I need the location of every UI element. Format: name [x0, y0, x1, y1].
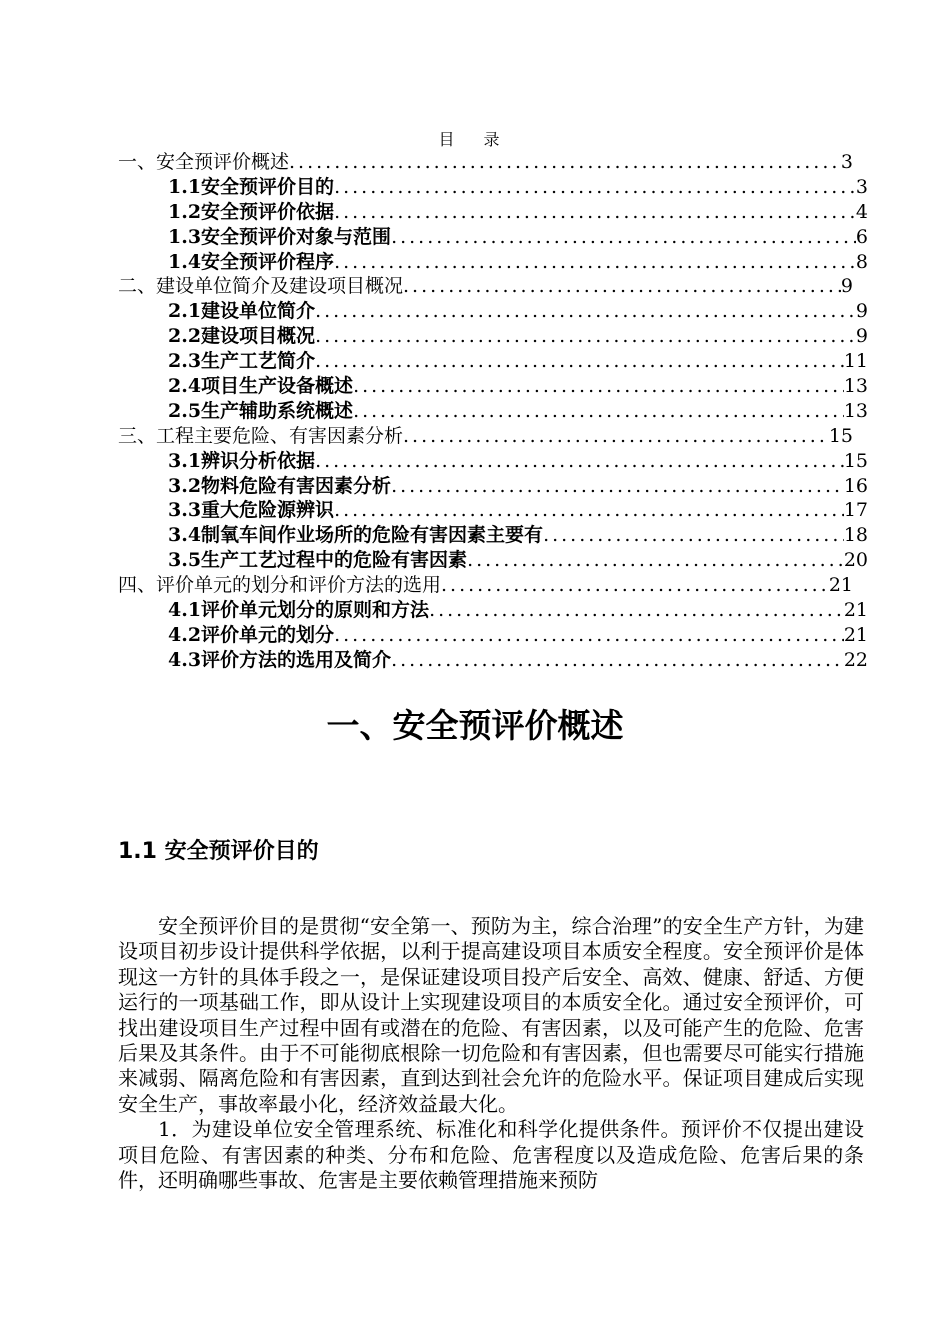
table-of-contents — [118, 150, 868, 673]
toc-entry-page: 21 — [843, 599, 868, 622]
toc-entry-page: 15 — [828, 424, 853, 447]
toc-entry[interactable] — [118, 200, 868, 225]
toc-entry-page: 15 — [843, 449, 868, 472]
toc-entry-label: 3.3重大危险源辨识 — [168, 499, 335, 522]
toc-leader-dots — [403, 274, 841, 299]
toc-entry[interactable] — [118, 225, 868, 250]
toc-leader-dots — [429, 598, 844, 623]
toc-entry-label: 3.5生产工艺过程中的危险有害因素 — [168, 549, 468, 572]
paragraph: 安全预评价目的是贯彻“安全第一、预防为主，综合治理”的安全生产方针，为建设项目初步设计提供科学依据，以利于提高建设项目本质安全程度。安全预评价是体现这一方针的具体手段之一，是保证建设项目投产后安全、高效、健康、舒适、方便运行的一项基础工作，即从设计上实现建设项目的本质安全化。通过安全预评价，可找出建设项目生产过程中固有或潜在的危险、有害因素，以及可能产生的危险、危害后果及其条件。由于不可能彻底根除一切危险和有害因素，但也需要尽可能实行措施来减弱、隔离危险和有害因素，直到达到社会允许的危险水平。保证项目建成后实现安全生产，事故率最小化，经济效益最大化。 — [118, 914, 864, 1116]
toc-entry[interactable] — [118, 424, 853, 449]
toc-entry-label: 2.4项目生产设备概述 — [168, 375, 354, 398]
toc-entry[interactable] — [118, 598, 868, 623]
toc-entry-page: 18 — [843, 524, 868, 547]
toc-leader-dots — [315, 299, 856, 324]
toc-leader-dots — [289, 150, 841, 175]
toc-entry-page: 9 — [855, 300, 868, 323]
toc-leader-dots — [467, 548, 844, 573]
toc-entry-page: 13 — [843, 399, 868, 422]
toc-title: 目 录 — [438, 130, 512, 149]
toc-entry-page: 21 — [843, 623, 868, 646]
toc-entry[interactable] — [118, 324, 868, 349]
toc-entry-label: 4.3评价方法的选用及简介 — [168, 648, 392, 671]
toc-leader-dots — [315, 349, 844, 374]
toc-leader-dots — [334, 200, 856, 225]
toc-leader-dots — [391, 225, 856, 250]
toc-entry[interactable] — [118, 274, 853, 299]
toc-entry-label: 1.2安全预评价依据 — [168, 200, 335, 223]
toc-entry[interactable] — [118, 374, 868, 399]
toc-entry[interactable] — [118, 299, 868, 324]
toc-entry[interactable] — [118, 648, 868, 673]
paragraph: 1．为建设单位安全管理系统、标准化和科学化提供条件。预评价不仅提出建设项目危险、有害因素的种类、分布和危险、危害程度以及造成危险、危害后果的条件，还明确哪些事故、危害是主要依赖管理措施来预防 — [118, 1117, 864, 1193]
section-heading: 一、安全预评价概述 — [326, 706, 624, 745]
toc-entry-label: 4.1评价单元划分的原则和方法 — [168, 599, 430, 622]
toc-entry-label: 1.3安全预评价对象与范围 — [168, 225, 392, 248]
toc-entry-page: 16 — [843, 474, 868, 497]
toc-entry-page: 4 — [855, 200, 868, 223]
toc-leader-dots — [315, 324, 856, 349]
toc-entry-label: 1.1安全预评价目的 — [168, 175, 335, 198]
toc-leader-dots — [391, 474, 844, 499]
toc-entry-page: 21 — [828, 574, 853, 597]
toc-entry[interactable] — [118, 523, 868, 548]
body-text — [118, 914, 864, 1193]
toc-leader-dots — [334, 175, 856, 200]
toc-entry[interactable] — [118, 498, 868, 523]
toc-entry-label: 2.3生产工艺简介 — [168, 350, 316, 373]
toc-entry-page: 17 — [843, 499, 868, 522]
toc-entry-page: 3 — [840, 151, 853, 173]
toc-leader-dots — [403, 424, 829, 449]
toc-entry[interactable] — [118, 548, 868, 573]
toc-entry-label: 3.2物料危险有害因素分析 — [168, 474, 392, 497]
toc-entry-page: 8 — [855, 250, 868, 273]
toc-entry-page: 20 — [843, 549, 868, 572]
toc-entry-page: 13 — [843, 375, 868, 398]
toc-entry-label: 四、评价单元的划分和评价方法的选用 — [118, 574, 442, 597]
toc-entry[interactable] — [118, 474, 868, 499]
toc-entry-label: 1.4安全预评价程序 — [168, 250, 335, 273]
toc-entry-label: 二、建设单位简介及建设项目概况 — [118, 275, 404, 298]
toc-entry-page: 11 — [843, 350, 868, 373]
toc-entry-page: 3 — [855, 175, 868, 198]
toc-leader-dots — [391, 648, 844, 673]
toc-entry-page: 9 — [855, 325, 868, 348]
toc-entry[interactable] — [118, 175, 868, 200]
toc-entry-page: 6 — [855, 225, 868, 248]
toc-leader-dots — [334, 623, 844, 648]
toc-entry-page: 9 — [840, 275, 853, 298]
toc-entry-page: 22 — [843, 648, 868, 671]
toc-leader-dots — [543, 523, 844, 548]
toc-entry-label: 4.2评价单元的划分 — [168, 623, 335, 646]
toc-entry-label: 一、安全预评价概述 — [118, 151, 290, 173]
toc-leader-dots — [353, 399, 844, 424]
toc-leader-dots — [353, 374, 844, 399]
toc-leader-dots — [334, 498, 844, 523]
toc-entry[interactable] — [118, 573, 853, 598]
toc-entry[interactable] — [118, 623, 868, 648]
toc-entry-label: 2.2建设项目概况 — [168, 325, 316, 348]
toc-leader-dots — [315, 449, 844, 474]
toc-entry-label: 3.4制氧车间作业场所的危险有害因素主要有 — [168, 524, 544, 547]
toc-entry[interactable] — [118, 250, 868, 275]
toc-entry-label: 2.5生产辅助系统概述 — [168, 399, 354, 422]
toc-entry-label: 3.1辨识分析依据 — [168, 449, 316, 472]
toc-leader-dots — [334, 250, 856, 275]
subsection-heading: 1.1 安全预评价目的 — [118, 839, 319, 864]
toc-entry[interactable] — [118, 399, 868, 424]
toc-leader-dots — [441, 573, 829, 598]
toc-entry[interactable] — [118, 150, 853, 175]
toc-entry[interactable] — [118, 349, 868, 374]
toc-entry-label: 三、工程主要危险、有害因素分析 — [118, 424, 404, 447]
toc-entry[interactable] — [118, 449, 868, 474]
toc-entry-label: 2.1建设单位简介 — [168, 300, 316, 323]
